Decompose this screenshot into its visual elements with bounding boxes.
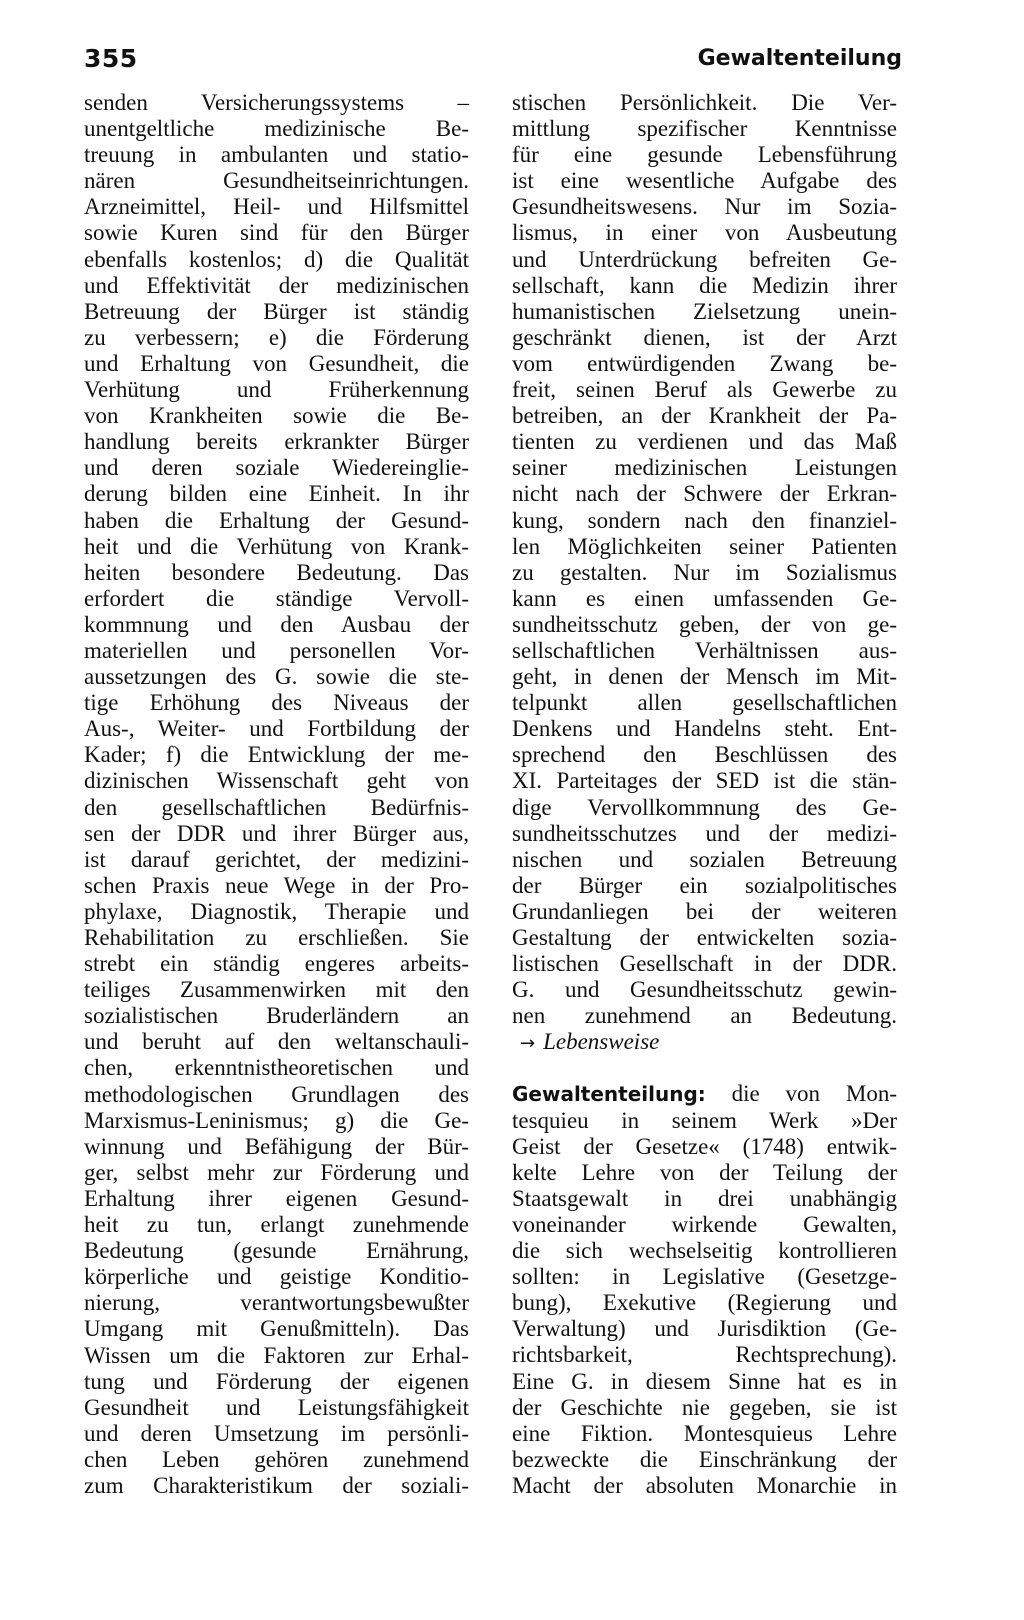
- text-line: methodologischen Grundlagen des: [84, 1081, 469, 1107]
- page-number: 355: [84, 44, 138, 73]
- text-line: G. und Gesundheitsschutz gewin-: [512, 977, 897, 1003]
- text-line: sprechend den Beschlüssen des: [512, 742, 897, 768]
- text-line: den gesellschaftlichen Bedürfnis-: [84, 794, 469, 820]
- headword: Gewaltenteilung:: [512, 1082, 706, 1107]
- text-line: und deren soziale Wiedereinglie-: [84, 455, 469, 481]
- text-line: freit, seinen Beruf als Gewerbe zu: [512, 377, 897, 403]
- text-line: die sich wechselseitig kontrollieren: [512, 1238, 897, 1264]
- left-column: [84, 90, 469, 1499]
- entry-first-line: [512, 1081, 897, 1107]
- text-line: XI. Parteitages der SED ist die stän-: [512, 768, 897, 794]
- text-line: nierung, verantwortungsbewußter: [84, 1290, 469, 1316]
- text-line: phylaxe, Diagnostik, Therapie und: [84, 898, 469, 924]
- text-line: vom entwürdigenden Zwang be-: [512, 350, 897, 376]
- text-line: winnung und Befähigung der Bür-: [84, 1133, 469, 1159]
- text-line: Rehabilitation zu erschließen. Sie: [84, 925, 469, 950]
- text-line: voneinander wirkende Gewalten,: [512, 1211, 897, 1237]
- text-line: der Bürger ein sozialpolitisches: [512, 872, 897, 898]
- text-line: heiten besondere Bedeutung. Das: [84, 559, 469, 585]
- text-line: von Krankheiten sowie die Be-: [84, 403, 469, 429]
- text-line: betreiben, an der Krankheit der Pa-: [512, 403, 897, 429]
- text-line: humanistischen Zielsetzung unein-: [512, 298, 897, 324]
- text-line: und beruht auf den weltanschauli-: [84, 1029, 469, 1055]
- text-line: ebenfalls kostenlos; d) die Qualität: [84, 246, 469, 272]
- text-line: und Effektivität der medizinischen: [84, 272, 469, 298]
- text-line: erfordert die ständige Vervoll-: [84, 585, 469, 611]
- text-line: Bedeutung (gesunde Ernährung,: [84, 1238, 469, 1264]
- text-line: chen, erkenntnistheoretischen und: [84, 1055, 469, 1081]
- text-line: nicht nach der Schwere der Erkran-: [512, 481, 897, 507]
- text-line: tienten zu verdienen und das Maß: [512, 429, 897, 455]
- text-line: Gestaltung der entwickelten sozia-: [512, 925, 897, 950]
- cross-reference-target: Lebensweise: [543, 1029, 660, 1055]
- text-line: Aus-, Weiter- und Fortbildung der: [84, 716, 469, 742]
- text-line: nen zunehmend an Bedeutung.: [512, 1003, 897, 1029]
- text-line: Verhütung und Früherkennung: [84, 377, 469, 403]
- text-line: zu gestalten. Nur im Sozialismus: [512, 559, 897, 585]
- text-line: geht, in denen der Mensch im Mit-: [512, 664, 897, 690]
- text-line: körperliche und geistige Konditio-: [84, 1264, 469, 1290]
- text-line: der Geschichte nie gegeben, sie ist: [512, 1394, 897, 1420]
- text-line: seiner medizinischen Leistungen: [512, 455, 897, 481]
- text-line: sundheitsschutz geben, der von ge-: [512, 611, 897, 637]
- text-line: geschränkt dienen, ist der Arzt: [512, 324, 897, 350]
- arrow-right-icon: →: [520, 1033, 536, 1055]
- text-line: dizinischen Wissenschaft geht von: [84, 768, 469, 794]
- text-line: Denkens und Handelns steht. Ent-: [512, 716, 897, 742]
- text-line: kung, sondern nach den finanziel-: [512, 507, 897, 533]
- text-line: sollten: in Legislative (Gesetzge-: [512, 1264, 897, 1290]
- text-line: Marxismus-Leninismus; g) die Ge-: [84, 1107, 469, 1133]
- text-line: Erhaltung ihrer eigenen Gesund-: [84, 1185, 469, 1211]
- text-line: sellschaftlichen Verhältnissen aus-: [512, 637, 897, 663]
- text-line: ist darauf gerichtet, der medizini-: [84, 846, 469, 872]
- text-line: unentgeltliche medizinische Be-: [84, 116, 469, 142]
- text-line: Gesundheit und Leistungsfähigkeit: [84, 1394, 469, 1420]
- text-line: heit zu tun, erlangt zunehmende: [84, 1212, 469, 1238]
- text-line: tung und Förderung der eigenen: [84, 1368, 469, 1394]
- text-line: dige Vervollkommnung des Ge-: [512, 794, 897, 820]
- text-line: aussetzungen des G. sowie die ste-: [84, 664, 469, 690]
- text-line: stischen Persönlichkeit. Die Ver-: [512, 90, 897, 115]
- text-line: Eine G. in diesem Sinne hat es in: [512, 1368, 897, 1394]
- text-line: haben die Erhaltung der Gesund-: [84, 507, 469, 533]
- entry-first-line-text: die von Mon-: [731, 1081, 897, 1107]
- text-line: Umgang mit Genußmitteln). Das: [84, 1316, 469, 1342]
- text-line: len Möglichkeiten seiner Patienten: [512, 533, 897, 559]
- running-title: Gewaltenteilung: [697, 46, 902, 71]
- entry-separator: [512, 1055, 897, 1081]
- right-column: [512, 90, 897, 1499]
- text-line: sellschaft, kann die Medizin ihrer: [512, 272, 897, 298]
- text-line: ger, selbst mehr zur Förderung und: [84, 1159, 469, 1185]
- text-line: nären Gesundheitseinrichtungen.: [84, 168, 469, 194]
- text-line: chen Leben gehören zunehmend: [84, 1446, 469, 1472]
- text-line: sowie Kuren sind für den Bürger: [84, 220, 469, 246]
- text-line: teiliges Zusammenwirken mit den: [84, 977, 469, 1003]
- text-line: Gesundheitswesens. Nur im Sozia-: [512, 194, 897, 220]
- text-line: mittlung spezifischer Kenntnisse: [512, 116, 897, 142]
- text-line: kommnung und den Ausbau der: [84, 611, 469, 637]
- text-line: heit und die Verhütung von Krank-: [84, 533, 469, 559]
- text-line: und Unterdrückung befreiten Ge-: [512, 246, 897, 272]
- text-line: sundheitsschutzes und der medizi-: [512, 820, 897, 846]
- text-line: für eine gesunde Lebensführung: [512, 142, 897, 168]
- text-line: derung bilden eine Einheit. In ihr: [84, 481, 469, 507]
- text-line: zum Charakteristikum der soziali-: [84, 1472, 469, 1498]
- text-line: Kader; f) die Entwicklung der me-: [84, 742, 469, 768]
- text-line: eine Fiktion. Montesquieus Lehre: [512, 1420, 897, 1446]
- text-line: und Erhaltung von Gesundheit, die: [84, 350, 469, 376]
- text-line: bung), Exekutive (Regierung und: [512, 1290, 897, 1316]
- text-line: strebt ein ständig engeres arbeits-: [84, 951, 469, 977]
- text-line: Wissen um die Faktoren zur Erhal-: [84, 1342, 469, 1368]
- text-line: sen der DDR und ihrer Bürger aus,: [84, 820, 469, 846]
- text-line: nischen und sozialen Betreuung: [512, 846, 897, 872]
- text-line: kelte Lehre von der Teilung der: [512, 1159, 897, 1185]
- text-line: bezweckte die Einschränkung der: [512, 1446, 897, 1472]
- text-line: lismus, in einer von Ausbeutung: [512, 220, 897, 246]
- text-line: tesquieu in seinem Werk »Der: [512, 1107, 897, 1133]
- text-line: Verwaltung) und Jurisdiktion (Ge-: [512, 1316, 897, 1342]
- text-line: schen Praxis neue Wege in der Pro-: [84, 872, 469, 898]
- text-line: Arzneimittel, Heil- und Hilfsmittel: [84, 194, 469, 220]
- text-line: listischen Gesellschaft in der DDR.: [512, 951, 897, 977]
- text-line: treuung in ambulanten und statio-: [84, 142, 469, 168]
- text-line: Grundanliegen bei der weiteren: [512, 898, 897, 924]
- running-head: [0, 36, 1024, 76]
- cross-reference: [512, 1029, 897, 1055]
- text-line: richtsbarkeit, Rechtsprechung).: [512, 1342, 897, 1368]
- text-line: und deren Umsetzung im persönli-: [84, 1420, 469, 1446]
- text-line: Macht der absoluten Monarchie in: [512, 1472, 897, 1498]
- text-line: Geist der Gesetze« (1748) entwik-: [512, 1133, 897, 1159]
- text-line: telpunkt allen gesellschaftlichen: [512, 690, 897, 716]
- text-line: tige Erhöhung des Niveaus der: [84, 690, 469, 716]
- text-line: senden Versicherungssystems –: [84, 90, 469, 115]
- text-line: ist eine wesentliche Aufgabe des: [512, 168, 897, 194]
- text-line: materiellen und personellen Vor-: [84, 637, 469, 663]
- text-line: sozialistischen Bruderländern an: [84, 1003, 469, 1029]
- text-line: handlung bereits erkrankter Bürger: [84, 429, 469, 455]
- text-line: zu verbessern; e) die Förderung: [84, 324, 469, 350]
- text-line: Betreuung der Bürger ist ständig: [84, 298, 469, 324]
- text-line: kann es einen umfassenden Ge-: [512, 585, 897, 611]
- text-line: Staatsgewalt in drei unabhängig: [512, 1185, 897, 1211]
